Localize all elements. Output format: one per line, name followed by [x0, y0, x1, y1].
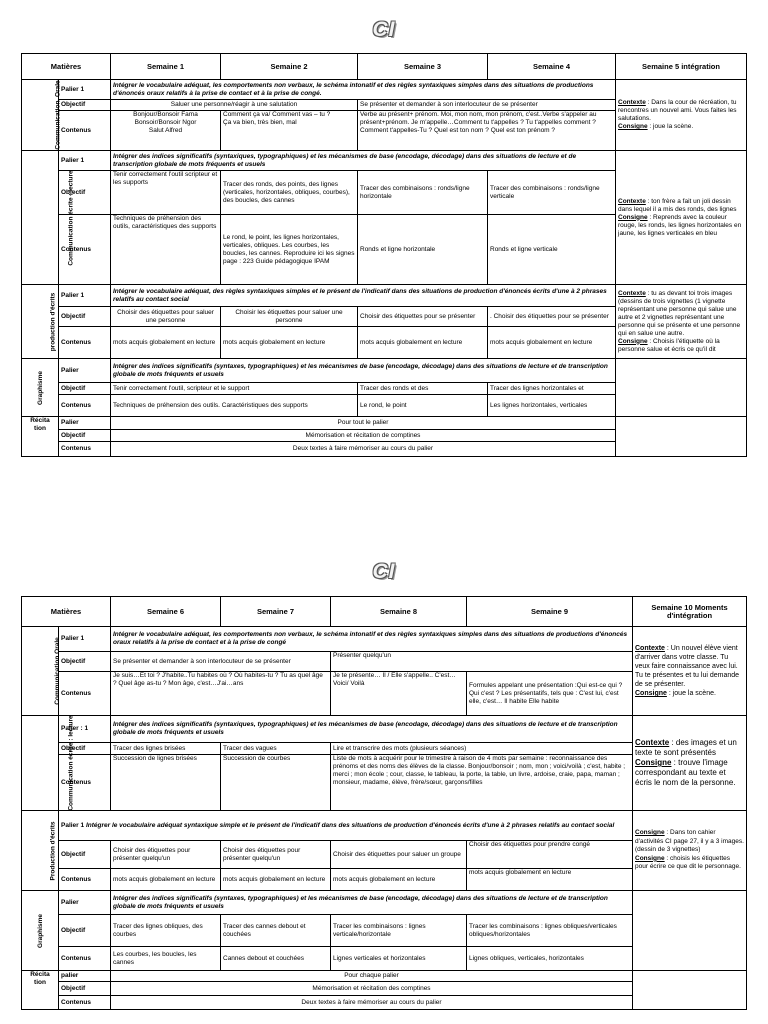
objectif-cell: Tracer les combinaisons : lignes obliques/verticales obliques/horizontales: [467, 915, 633, 947]
objectif-cell: Tracer des ronds, des points, des lignes (verticales, horizontales, obliques, courbes), des boucles, des cannes: [221, 171, 358, 215]
contenus-cell: Deux textes à faire mémoriser au cours du palier: [111, 996, 633, 1010]
integration-cell-empty: [633, 891, 747, 971]
subject-graphisme: Graphisme: [22, 359, 59, 417]
row-label-objectif: Objectif: [59, 743, 111, 755]
row-label-palier: Palier: [59, 891, 111, 915]
objectif-cell: Tracer des lignes obliques, des courbes: [111, 915, 221, 947]
objectif-cell: Tracer des lignes brisées: [111, 743, 221, 755]
row-label-contenus: Contenus: [59, 672, 111, 716]
row-label-palier: Palier: [59, 417, 111, 430]
contenus-cell: mots acquis globalement en lecture: [111, 327, 221, 359]
objectif-cell: Lire et transcrire des mots (plusieurs séances): [331, 743, 633, 755]
objectif-cell: Saluer une personne/réagir à une salutation: [111, 100, 358, 111]
palier-text: Pour tout le palier: [111, 417, 616, 430]
header-week-3: Semaine 3: [358, 54, 488, 80]
palier-text: Intégrer des indices significatifs (syntaxes, typographiques) et les mécanismes de base (encodage, décodage) dans des situations de lecture et de transcription globale de mots fréquents et usuels: [111, 891, 633, 915]
row-label-objectif: Objectif: [59, 982, 111, 996]
palier-text: Intégrer des indices significatifs (syntaxiques, typographiques) et les mécanismes de base (encodage, décodage) dans des situations de lecture et de transcription globale de mots fréquents et usuels: [111, 151, 616, 171]
row-label-palier: Palier 1: [59, 285, 111, 307]
contenus-cell: Verbe au présent+ prénom. Moi, mon nom, mon prénom, c'est..Verbe s'appeler au présent+prénom. Je m'appelle…Comment tu t'appelles ? Tu t'appelles comment ? Comment t'appelles-Tu ? Quel est ton nom ? Quel est ton prénom ?: [358, 111, 616, 151]
row-label-contenus: Contenus: [59, 947, 111, 971]
row-label-contenus: Contenus: [59, 996, 111, 1010]
contenus-cell: mots acquis globalement en lecture: [488, 327, 616, 359]
row-label-palier: Palier 1: [59, 627, 111, 652]
contenus-cell: Bonjour/Bonsoir Fama Bonsoir/Bonsoir Ngor Salut Alfred: [111, 111, 221, 151]
row-label-contenus: Contenus: [59, 395, 111, 417]
row-label-palier: Palier 1: [59, 151, 111, 171]
row-label-contenus: Contenus: [59, 111, 111, 151]
objectif-cell: Choisir des étiquettes pour saluer un groupe: [331, 841, 467, 869]
row-label-objectif: Objectif: [59, 430, 111, 442]
row-label-objectif: Objectif: [59, 652, 111, 672]
ci-logo: CI: [372, 560, 396, 583]
integration-cell: Contexte : ton frère a fait un joli dessin dans lequel il a mis des ronds, des lignes Consigne : Reprends avec la couleur rouge, les ronds, les lignes horizontales en jaune, les lignes verticales en bleu: [616, 151, 747, 285]
contenus-cell: Techniques de préhension des outils. Caractéristiques des supports: [111, 395, 358, 417]
contenus-cell: Deux textes à faire mémoriser au cours du palier: [111, 442, 616, 457]
objectif-cell: Tenir correctement l'outil scripteur et les supports: [111, 171, 221, 215]
contenus-cell: Lignes obliques, verticales, horizontales: [467, 947, 633, 971]
objectif-cell: Choisir des étiquettes pour présenter quelqu'un: [111, 841, 221, 869]
palier-text: Pour chaque palier: [111, 971, 633, 982]
row-label-contenus: Contenus: [59, 215, 111, 285]
header-week-4: Semaine 4: [488, 54, 616, 80]
header-week-2: Semaine 2: [221, 54, 358, 80]
objectif-cell: Choisir les étiquettes pour saluer une personne: [221, 307, 358, 327]
row-label-palier: Palier: [59, 359, 111, 383]
row-label-objectif: Objectif: [59, 100, 111, 111]
contenus-cell: Je suis…Et toi ? J'habite..Tu habites où ? Où habites-tu ? Tu as quel âge ? Quel âge as-tu ? Mon âge, c'est…J'ai…ans: [111, 672, 331, 716]
header-week-6: Semaine 6: [111, 597, 221, 627]
row-label-palier: Palier : 1: [59, 716, 111, 743]
objectif-cell: Tracer des lignes horizontales et: [488, 383, 616, 395]
objectif-cell: Tracer des combinaisons : ronds/ligne horizontale: [358, 171, 488, 215]
plan-table-weeks-6-10: [21, 596, 747, 1010]
contenus-cell: mots acquis globalement en lecture: [221, 327, 358, 359]
objectif-cell: Se présenter et demander à son interlocuteur de se présenter: [358, 100, 616, 111]
contenus-cell: Succession de lignes brisées: [111, 755, 221, 811]
integration-cell: Contexte : tu as devant toi trois images (dessins de trois vignettes (1 vignette représentant une personne qui salue une autre et 2 vignettes représentant une personne qui se présente et une personne qui en salue une autre. Consigne : Choisis l'étiquette où la personne salue et écris ce qu'il dit: [616, 285, 747, 359]
row-label-contenus: Contenus: [59, 442, 111, 457]
objectif-cell: Choisir des étiquettes pour présenter quelqu'un: [221, 841, 331, 869]
palier-text: Intégrer le vocabulaire adéquat, des règles syntaxiques simples et le présent de l'indicatif dans des situations de production d'énoncés écrits d'une à 2 phrases relatifs au contact social: [111, 285, 616, 307]
contenus-cell: Les courbes, les boucles, les cannes: [111, 947, 221, 971]
row-label-objectif: Objectif: [59, 383, 111, 395]
objectif-cell: . Choisir des étiquettes pour se présenter: [488, 307, 616, 327]
subject-lecture: Communication écrite : lecture: [22, 151, 59, 285]
contenus-cell: Lignes verticales et horizontales: [331, 947, 467, 971]
subject-graphisme: Graphisme: [22, 891, 59, 971]
objectif-cell: Se présenter et demander à son interlocuteur de se présenter: [111, 652, 331, 672]
contenus-cell: Succession de courbes: [221, 755, 331, 811]
objectif-cell: Choisir des étiquettes pour saluer une personne: [111, 307, 221, 327]
subject-recitation: Récita tion: [22, 971, 59, 1010]
palier-text: Intégrer des indices significatifs (syntaxiques, typographiques) et les mécanismes de base (encodage, décodage) dans des situations de lecture et de transcription globale de mots fréquents et usuels: [111, 716, 633, 743]
integration-cell-empty: [616, 359, 747, 417]
header-week-9: Semaine 9: [467, 597, 633, 627]
contenus-cell: Techniques de préhension des outils, caractéristiques des supports: [111, 215, 221, 285]
integration-cell: Consigne : Dans ton cahier d'activités CI page 27, il y a 3 images. (dessin de 3 vignettes) Consigne : choisis les étiquettes pour écrire ce que dit le personnage.: [633, 811, 747, 891]
contenus-cell: mots acquis globalement en lecture: [221, 869, 331, 891]
header-week-7: Semaine 7: [221, 597, 331, 627]
row-label-contenus: Contenus: [59, 327, 111, 359]
row-label-palier: Palier 1: [59, 80, 111, 100]
contenus-cell: mots acquis globalement en lecture: [111, 869, 221, 891]
subject-recitation: Récita tion: [22, 417, 59, 457]
contenus-cell: Le rond, le point, les lignes horizontales, verticales, obliques. Les courbes, les boucles, les cannes. Reproduire ici les signes page : 223 Guide pédagogique IPAM: [221, 215, 358, 285]
subject-communication-orale: Communication Orale: [22, 627, 59, 716]
contenus-cell: Les lignes horizontales, verticales: [488, 395, 616, 417]
row-label-contenus: Contenus: [59, 869, 111, 891]
contenus-cell: Ronds et ligne verticale: [488, 215, 616, 285]
row-label-contenus: Contenus: [59, 755, 111, 811]
contenus-cell: Le rond, le point: [358, 395, 488, 417]
objectif-cell: Tracer des combinaisons : ronds/ligne verticale: [488, 171, 616, 215]
subject-lecture: Communication écrite : lecture: [22, 716, 59, 811]
objectif-cell: Tracer des ronds et des: [358, 383, 488, 395]
ci-logo: CI: [372, 18, 396, 41]
header-week-8: Semaine 8: [331, 597, 467, 627]
objectif-cell: Choisir des étiquettes pour prendre congé: [467, 841, 633, 869]
contenus-cell: Ronds et ligne horizontale: [358, 215, 488, 285]
objectif-cell: Tenir correctement l'outil, scripteur et le support: [111, 383, 358, 395]
contenus-cell: mots acquis globalement en lecture: [331, 869, 467, 891]
palier-text: Intégrer le vocabulaire adéquat, les comportements non verbaux, le schéma intonatif et des règles syntaxiques simples dans des situations de productions d'énoncés oraux relatifs à la prise de contact et à la prise de congé: [111, 627, 633, 652]
subject-communication-orale: Communication. Orale: [22, 80, 59, 151]
subject-production-ecrits: Production d'écrits: [22, 811, 59, 891]
plan-table-weeks-1-5: [21, 53, 747, 457]
objectif-cell: Tracer des vagues: [221, 743, 331, 755]
integration-cell: Contexte : des images et un texte te sont présentés Consigne : trouve l'image correspondant au texte et écris le nom de la personne.: [633, 716, 747, 811]
objectif-cell: Mémorisation et récitation de comptines: [111, 430, 616, 442]
header-matieres: Matières: [22, 54, 111, 80]
objectif-cell: Présenter quelqu'un: [331, 652, 633, 672]
contenus-cell: mots acquis globalement en lecture: [358, 327, 488, 359]
integration-cell-empty: [616, 417, 747, 457]
row-label-objectif: Objectif: [59, 841, 111, 869]
header-week-10: Semaine 10 Moments d'intégration: [633, 597, 747, 627]
contenus-cell: Liste de mots à acquérir pour le trimestre à raison de 4 mots par semaine : reconnaissance des prénoms et des noms des élèves de la classe. Bonjour/bonsoir ; nom, mon ; voici/voilà ; c'est, habite ; merci ; mon école ; cour, classe, le tableau, la porte, la table, un livre, ardoise, craie, papa, maman ; monsieur, madame, élève, frère/sœur, garçons/filles: [331, 755, 633, 811]
subject-production-ecrits: production d'écrits: [22, 285, 59, 359]
contenus-cell: Comment ça va/ Comment vas – tu ? Ça va bien, très bien, mal: [221, 111, 358, 151]
objectif-cell: Tracer des cannes debout et couchées: [221, 915, 331, 947]
row-label-palier: palier: [59, 971, 111, 982]
objectif-cell: Choisir des étiquettes pour se présenter: [358, 307, 488, 327]
palier-text: Palier 1 Intégrer le vocabulaire adéquat syntaxique simple et le présent de l'indicatif dans des situations de production d'énoncés écrits d'une à 2 phrases relatifs au contact social: [59, 811, 633, 841]
header-week-1: Semaine 1: [111, 54, 221, 80]
contenus-cell: Cannes debout et couchées: [221, 947, 331, 971]
contenus-cell: Formules appelant une présentation :Qui est-ce qui ? Qui c'est ? Les présentatifs, tels que : C'est lui, c'est elle, c'est… Il habite Elle habite: [467, 672, 633, 716]
contenus-cell: Je te présente… Il / Elle s'appelle.. C'est… Voici/ Voilà: [331, 672, 467, 716]
integration-cell: Contexte : Dans la cour de récréation, tu rencontres un nouvel ami. Vous faites les salutations. Consigne : joue la scène.: [616, 80, 747, 151]
header-matieres: Matières: [22, 597, 111, 627]
objectif-cell: Mémorisation et récitation des comptines: [111, 982, 633, 996]
row-label-objectif: Objectif: [59, 171, 111, 215]
header-week-5: Semaine 5 intégration: [616, 54, 747, 80]
palier-text: Intégrer le vocabulaire adéquat, les comportements non verbaux, le schéma intonatif et des règles syntaxiques simples dans des situations de productions d'énoncés oraux relatifs à la prise de contact et à la prise de congé.: [111, 80, 616, 100]
row-label-objectif: Objectif: [59, 915, 111, 947]
contenus-cell: mots acquis globalement en lecture: [467, 869, 633, 891]
palier-text: Intégrer des indices significatifs (syntaxes, typographiques) et les mécanismes de base (encodage, décodage) dans des situations de lecture et de transcription globale de mots fréquents et usuels: [111, 359, 616, 383]
objectif-cell: Tracer les combinaisons : lignes verticale/horizontale: [331, 915, 467, 947]
integration-cell-empty: [633, 971, 747, 1010]
integration-cell: Contexte : Un nouvel élève vient d'arriver dans votre classe. Tu veux faire connaissance avec lui. Tu te présentes et tu lui demande de se présenter. Consigne : joue la scène.: [633, 627, 747, 716]
row-label-objectif: Objectif: [59, 307, 111, 327]
